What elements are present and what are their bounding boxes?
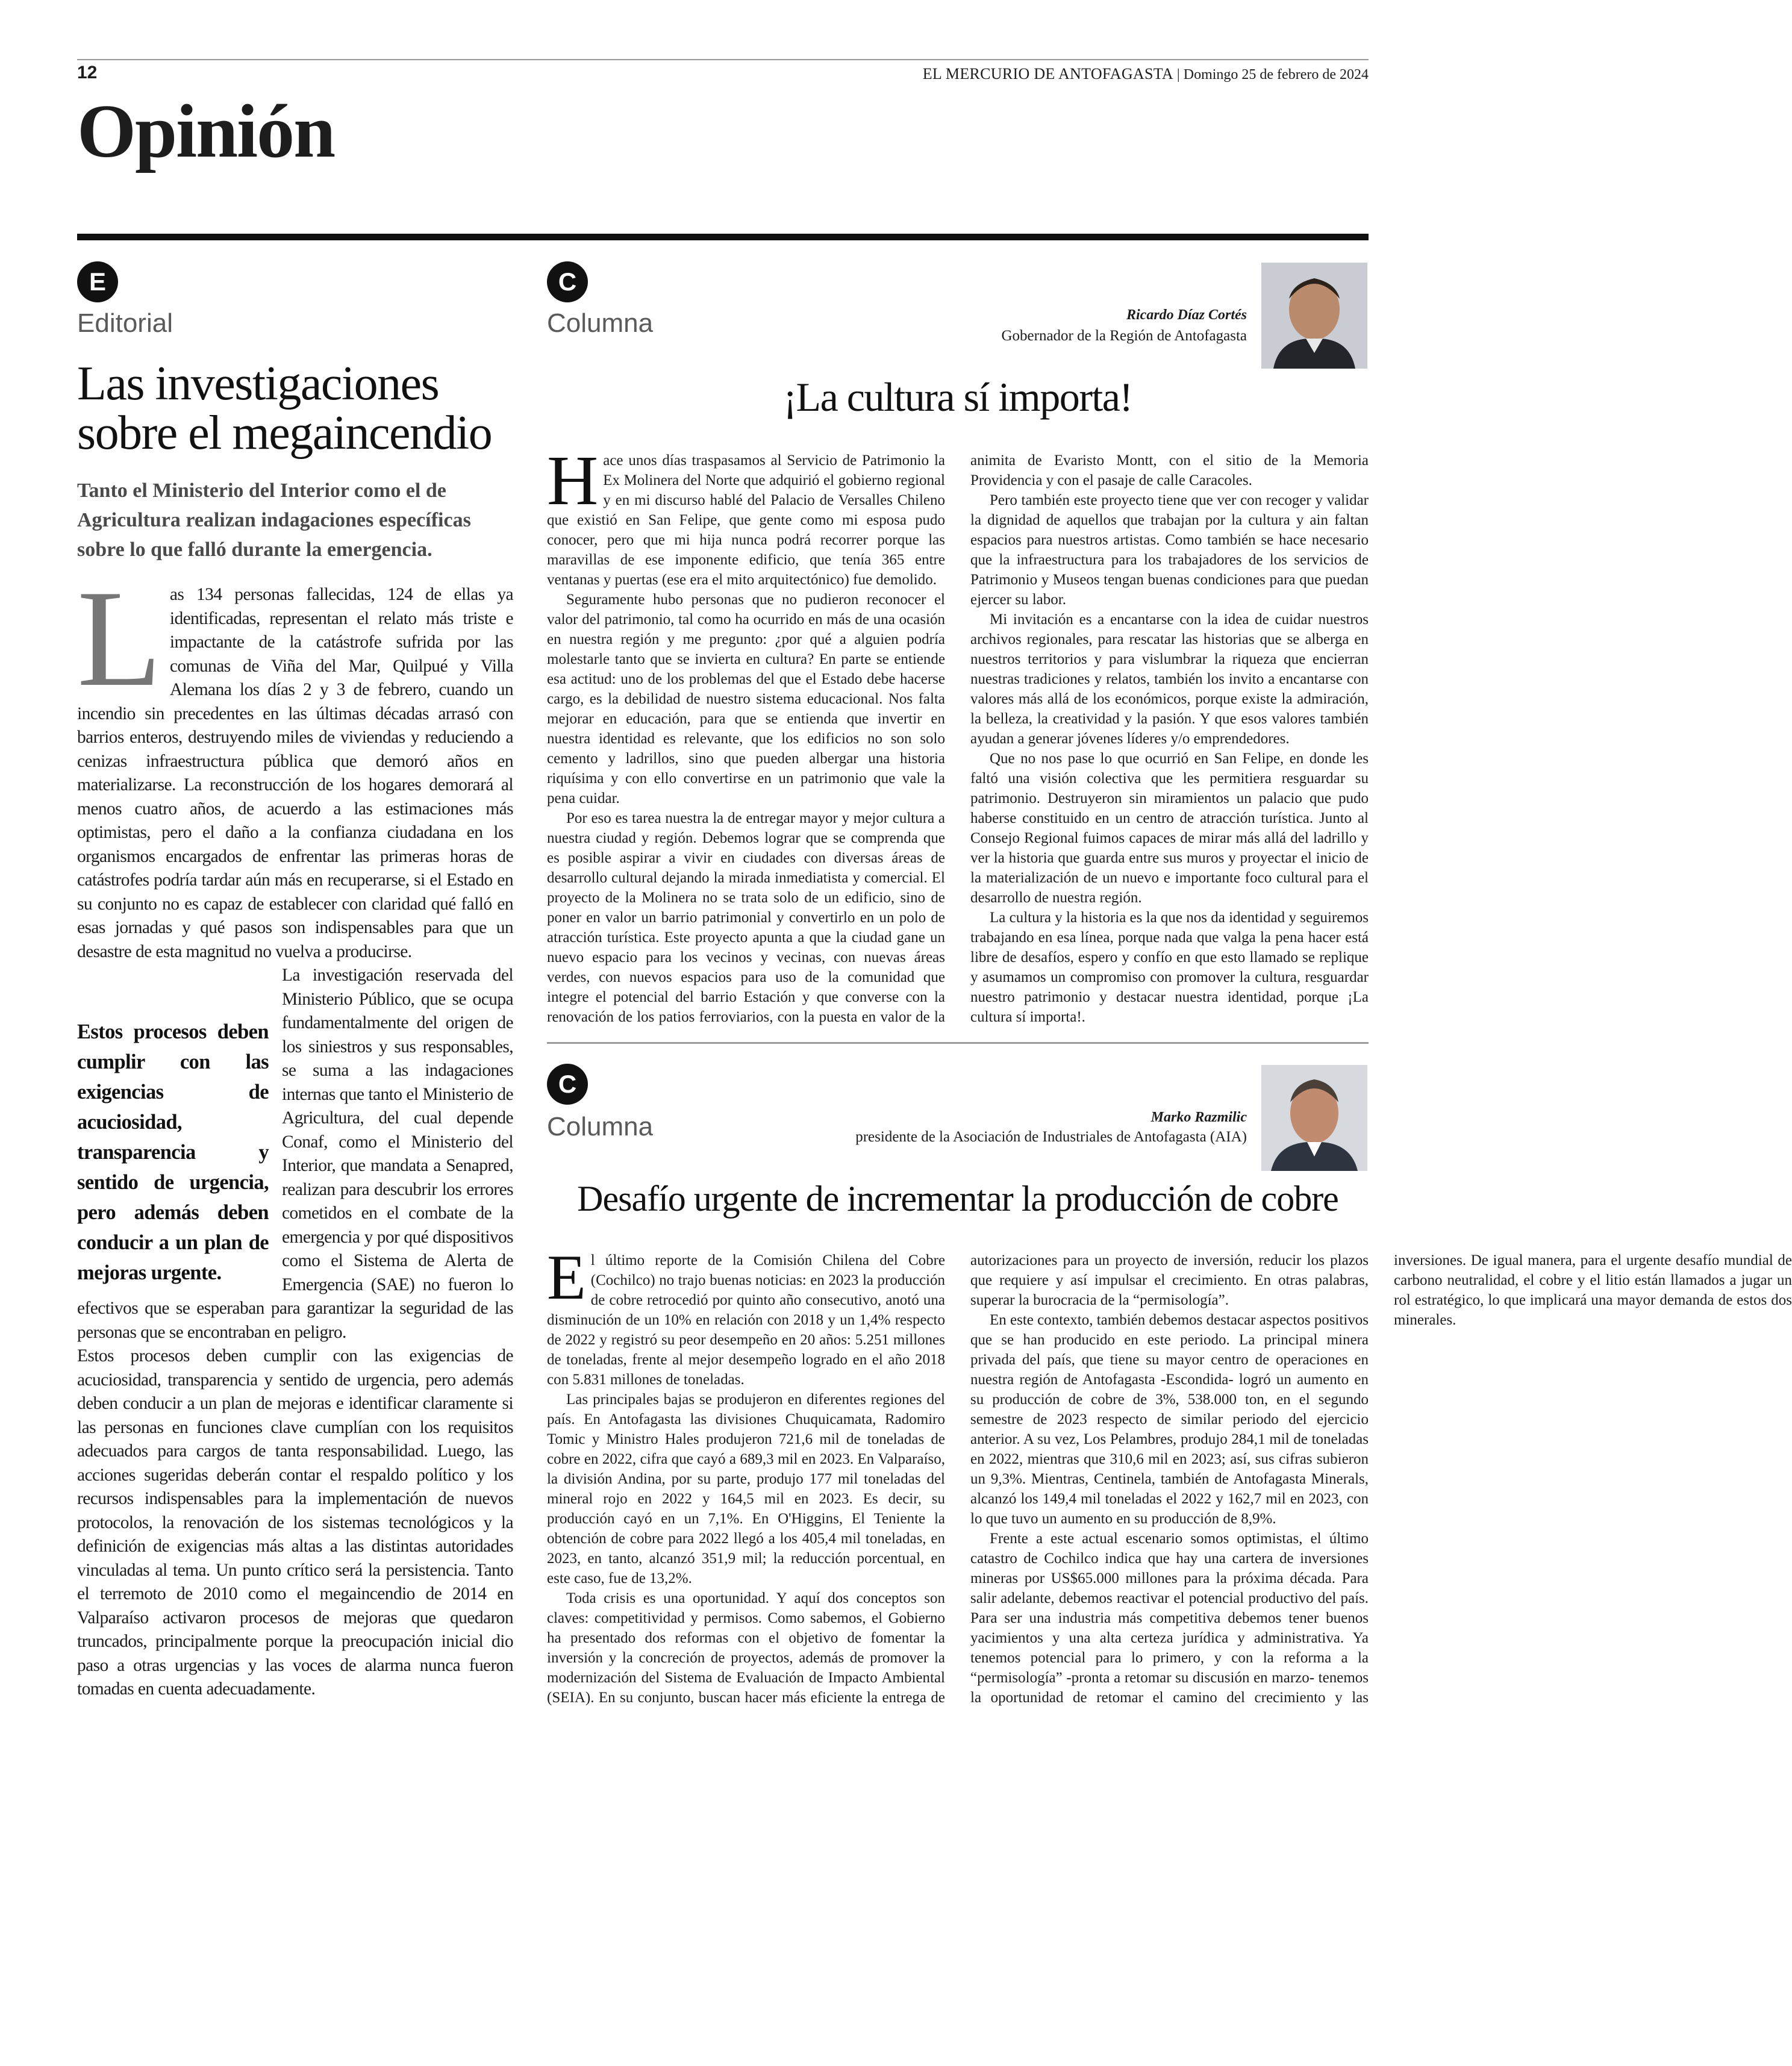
column1-author-role: Gobernador de la Región de Antofagasta [1001,328,1247,344]
column2-dropcap: E [547,1242,586,1312]
column2-kind-label: Columna [547,1112,654,1141]
column2-author-photo [1261,1065,1367,1171]
editorial-kind-label: Editorial [77,308,173,338]
column2-body [547,1242,1792,1714]
dateline [923,65,1369,83]
column1-paragraph: Por eso es tarea nuestra la de entregar mayor y mejor cultura a nuestra ciudad y región. Debemos lograr que se comprenda que es posible aspirar a vivir en ciudades con diversas áreas de desarrollo cultural dejando la mirada inmediatista y comercial. El proyecto de la Molinera no se trata solo de un edificio, sino de poner en valor un barrio patrimonial y convertirlo en un polo de atracción turística. Este proyecto apunta a que la ciudad gane un nuevo espacio para los vecinos y vecinas, con nuevas áreas verdes, con nuevos espacios para uso de la comunidad que integre el potencial del barrio Estación y que converse con la renovación de los patios ferroviarios, con la puesta en valor de la animita de Evaristo Montt, con el sitio de la Memoria Providencia y con el pasaje de calle Caracoles. [547,452,1369,1025]
column1-paragraph: La cultura y la historia es la que nos da identidad y seguiremos trabajando en esa línea, porque nada que valga la pena hacer está libre de desafíos, espero y confío en que esto llamado se replique y asumamos un compromiso con promover la cultura, resguardar nuestro patrimonio y destacar nuestra identidad, porque ¡La cultura sí importa!. [970,910,1369,1025]
editorial-headline-line-1: Las investigaciones [77,357,439,410]
column1-paragraph: Hace unos días traspasamos al Servicio de Patrimonio la Ex Molinera del Norte que adquirió el gobierno regional y en mi discurso hablé del Palacio de Versalles Chileno que existió en San Felipe, que gente como mi esposa pudo conocer, pero que mi hija nunca podrá recorrer porque las maravillas de ese imponente edificio, que tenía 365 entre ventanas y puertas (ese era el mito arquitectónico) fue demolido. [547,441,945,588]
editorial-paragraph: Estos procesos deben cumplir con las exigencias de acuciosidad, transparencia y sentido de urgencia, pero además deben conducir a un plan de mejoras urgente. La investigación reservada del Ministerio Público, que se ocupa fundamentalmente del origen de los siniestros y sus responsables, se suma a las indagaciones internas que tanto el Ministerio de Agricultura, del cual depende Conaf, como el Ministerio del Interior, que mandata a Senapred, realizan para descubrir los errores cometidos en el combate de la emergencia y por qué dispositivos como el Sistema de Alerta de Emergencia (SAE) no fueron lo efectivos que se esperaban para garantizar la seguridad de las personas que se encontraban en peligro. [77,966,513,1342]
column1-author-photo [1261,263,1367,369]
publication-name: EL MERCURIO DE ANTOFAGASTA [922,65,1173,83]
editorial-dropcap: L [77,561,161,715]
editorial-paragraph: Las 134 personas fallecidas, 124 de ellas ya identificadas, representan el relato más triste e impactante de la catástrofe sufrida por las comunas de Viña del Mar, Quilpué y Villa Alemana los días 2 y 3 de febrero, cuando un incendio sin precedentes en las últimas décadas arrasó con barrios enteros, destruyendo miles de viviendas y reduciendo a cenizas infraestructura pública que demoró años en materializarse. La reconstrucción de los hogares demorará al menos cuatro años, de acuerdo a las estimaciones más optimistas, pero el daño a la confianza ciudadana en los organismos encargados de enfrentar las primeras horas de catástrofes podría tardar aún más en recuperarse, si el Estado en su conjunto no es capaz de establecer con claridad qué falló en esas jornadas y qué pasos son indispensables para que un desastre de esta magnitud no vuelva a producirse. [77,561,513,961]
section-rule [77,234,1369,240]
column1-author-name: Ricardo Díaz Cortés [1126,307,1247,323]
editorial-body [77,561,513,1702]
section-title: Opinión [77,90,335,173]
editorial-headline [77,359,535,458]
column2-paragraph: El último reporte de la Comisión Chilena del Cobre (Cochilco) no trajo buenas noticias: en 2023 la producción de cobre retrocedió por quinto año consecutivo, anotó una disminución de un 10% en relación con 2018 y un 1,4% respecto de 2022 y registró su peor desempeño en 20 años: 5.251 millones de toneladas, frente al mejor desempeño logrado en el año 2018 con 5.831 millones de toneladas. [547,1242,945,1388]
column1-paragraph: Mi invitación es a encantarse con la idea de cuidar nuestros archivos regionales, para rescatar las historias que se alberga en nuestros territorios y para vislumbrar la riqueza que encierran nuestras tradiciones y relatos, también los invito a encantarse con valores más allá de los económicos, porque existe la admiración, la belleza, la creatividad y la pasión. Y que esos valores también ayudan a generar jóvenes líderes y/o emprendedores. [970,611,1369,747]
column2-paragraph: En este contexto, también debemos destacar aspectos positivos que se han producido en este periodo. La principal minera privada del país, que tiene su mayor centro de operaciones en nuestra región de Antofagasta -Escondida- logró un aumento en su producción de cobre de 3%, 538.000 ton, en el segundo semestre de 2023 respecto de similar periodo del ejercicio anterior. A su vez, Los Pelambres, produjo 284,1 mil de toneladas en 2022, mientras que 310,6 mil en 2023; así, sus cifras subieron un 9,3%. Mientras, Centinela, también de Antofagasta Minerals, alcanzó los 149,4 mil toneladas el 2022 y 162,7 mil en 2023, con lo que tuvo un aumento en su producción de 8,9%. [970,1312,1369,1527]
editorial-headline-line-2: sobre el megaincendio [77,407,492,460]
publication-date: Domingo 25 de febrero de 2024 [1183,67,1369,83]
column1-dropcap: H [547,441,599,520]
column1-paragraph: Que no nos pase lo que ocurrió en San Felipe, en donde les faltó una visión colectiva que les permitiera resguardar su patrimonio. Destruyeron sin miramientos un palacio que pudo haberse constituido en un centro de atracción turística. Junto al Consejo Regional fuimos capaces de mirar más allá del ladrillo y ver la historia que guarda entre sus muros y proyectar el inicio de la materialización de un nuevo e importante foco cultural para el desarrollo de nuestra región. [970,751,1369,906]
column1-body [547,441,1369,1031]
column1-paragraph: Seguramente hubo personas que no pudieron reconocer el valor del patrimonio, tal como ha ocurrido en más de una ocasión en nuestra región y me pregunto: ¿por qué a alguien podría molestarle tanto que se invierta en cultura? En parte se entiende esa actitud: uno de los problemas del que el Estado debe hacerse cargo, es la debilidad de nuestro sistema educacional. Nos falta mejorar en educación, para que se entienda que invertir en nuestra identidad es relevante, que los edificios no son solo cemento y ladrillos, sino que pueden albergar una historia riquísima y con ello convertirse en un patrimonio que vale la pena cuidar. [547,591,945,807]
editorial-lead: Tanto el Ministerio del Interior como el de Agricultura realizan indagaciones específicas sobre lo que falló durante la emergencia. [77,479,471,561]
portrait-icon [1261,1065,1367,1171]
column1-paragraph: Pero también este proyecto tiene que ver con recoger y validar la dignidad de aquellos que trabajan por la cultura y ain faltan espacios para nuestros artistas. Como también se hace necesario que la infraestructura para los trabajadores de los servicios de Patrimonio y Museos tengan buenas condiciones para que puedan ejercer su labor. [970,492,1369,608]
header-top-rule [77,59,1369,60]
column2-author-name: Marko Razmilic [1150,1109,1247,1125]
column2-paragraph: Toda crisis es una oportunidad. Y aquí dos conceptos son claves: competitividad y permisos. Como sabemos, el Gobierno ha presentado dos reformas con el objetivo de fomentar la inversión y la concreción de proyectos, además de promover la modernización del Sistema de Evaluación de Impacto Ambiental (SEIA). En su conjunto, buscan hacer más eficiente la entrega de autorizaciones para un proyecto de inversión, reducir los plazos que requiere y así impulsar el crecimiento. En otras palabras, superar la burocracia de la “permisología”. [547,1252,1369,1706]
column1-kind-label: Columna [547,308,654,338]
page-number: 12 [77,63,98,83]
editorial-paragraph: Estos procesos deben cumplir con las exigencias de acuciosidad, transparencia y sentido de urgencia, pero además deben conducir a un plan de mejoras e identificar claramente si las personas en funciones clave cumplían con los requisitos adecuados para cargos de tanta responsabilidad. Luego, las acciones sugeridas deberán contar el respaldo político y los recursos indispensables para la implementación de nuevos protocolos, la renovación de los sistemas tecnológicos y la definición de exigencias más altas a las distintas autoridades vinculadas al tema. Un punto crítico será la persistencia. Tanto el terremoto de 2010 como el megaincendio de 2014 en Valparaíso activaron procesos de mejoras que quedaron truncados, principalmente porque la preocupación inicial dio paso a otras urgencias y las voces de alarma nunca fueron tomadas en cuenta adecuadamente. [77,1346,513,1699]
column-divider-rule [547,1042,1369,1044]
column2-headline: Desafío urgente de incrementar la producción de cobre [577,1179,1338,1219]
editorial-badge: E [77,261,118,302]
column2-paragraph: Frente a este actual escenario somos optimistas, el último catastro de Cochilco indica que hay una cartera de inversiones mineras por US$65.000 millones para la próxima década. Para salir adelante, debemos reactivar el potencial productivo del país. Para ser una industria más competitiva debemos tener buenos yacimientos y una alta certeza jurídica y administrativa. Ya tenemos potencial para lo primero, y con la reforma a la “permisología” -pronta a retomar su discusión en marzo- tenemos la oportunidad de retomar el camino del crecimiento y las inversiones. De igual manera, para el urgente desafío mundial de carbono neutralidad, el cobre y el litio están llamados a jugar un rol estratégico, lo que implicará una mayor demanda de estos dos minerales. [970,1252,1792,1706]
portrait-icon [1261,263,1367,369]
column2-paragraph: Las principales bajas se produjeron en diferentes regiones del país. En Antofagasta las divisiones Chuquicamata, Radomiro Tomic y Ministro Hales produjeron 721,6 mil de toneladas de cobre en 2022, cifra que cayó a 689,3 mil en 2023. En Valparaíso, la división Andina, por su parte, produjo 177 mil toneladas del mineral rojo en 2022 y 164,5 mil en 2023. Es decir, su producción cayó en un 7,1%. En O'Higgins, El Teniente la obtención de cobre para 2022 llegó a los 405,4 mil toneladas, en 2023, en tanto, alcanzó 351,9 mil; la reducción porcentual, en este caso, fue de 13,2%. [547,1391,945,1587]
column1-badge: C [547,261,588,302]
column2-badge: C [547,1064,588,1105]
column2-author-role: presidente de la Asociación de Industriales de Antofagasta (AIA) [855,1129,1247,1145]
editorial-pullquote: Estos procesos deben cumplir con las exigencias de acuciosidad, transparencia y sentido de urgencia, pero además deben conducir a un plan de mejoras urgente. [77,1020,269,1284]
dateline-separator: | [1176,67,1184,83]
column1-headline: ¡La cultura sí importa! [783,374,1132,420]
